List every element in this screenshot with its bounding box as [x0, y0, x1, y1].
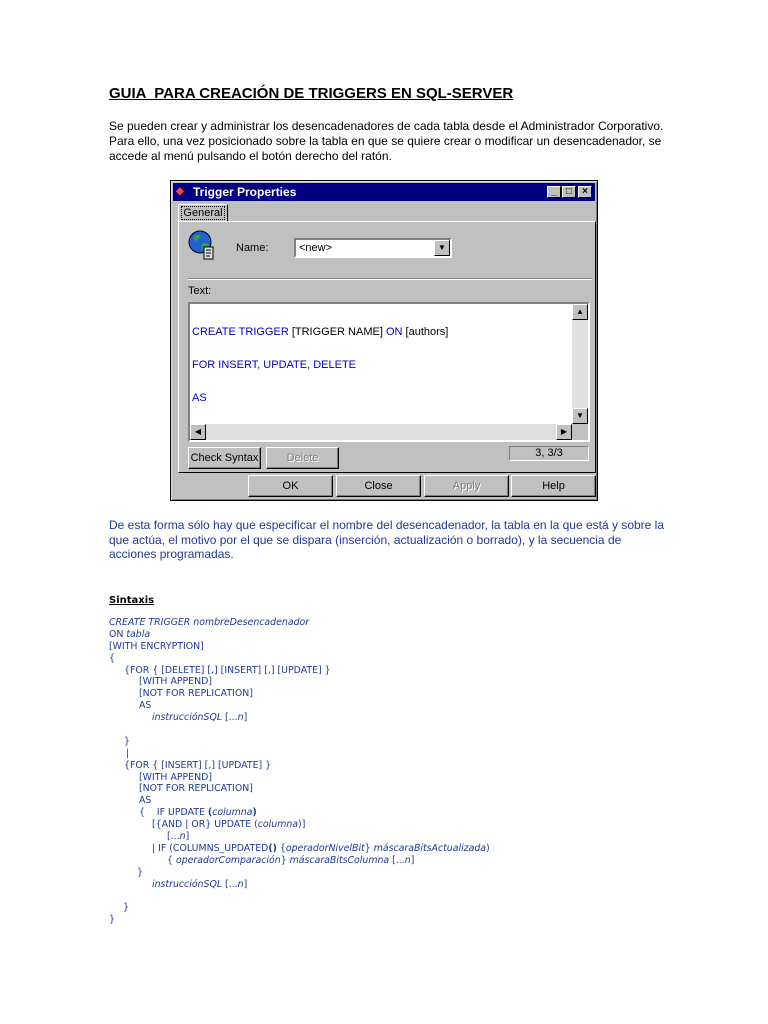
- editor-lines[interactable]: [192, 305, 448, 426]
- scroll-right-icon[interactable]: ▶: [556, 424, 572, 440]
- name-label: Name:: [236, 242, 269, 254]
- code-line: AS: [139, 795, 152, 807]
- close-button[interactable]: Close: [336, 475, 421, 497]
- trigger-text-editor[interactable]: [188, 302, 590, 442]
- chevron-down-icon[interactable]: ▼: [434, 240, 450, 256]
- code-line: {FOR { [DELETE] [,] [INSERT] [,] [UPDATE] }: [124, 664, 331, 676]
- apply-button[interactable]: Apply: [424, 475, 509, 497]
- scroll-left-icon[interactable]: ◀: [190, 424, 206, 440]
- trigger-properties-dialog: [170, 180, 598, 501]
- code-line: CREATE TRIGGER nombreDesencadenador: [109, 617, 310, 628]
- code-line: {FOR { [INSERT] [,] [UPDATE] }: [124, 759, 272, 771]
- text-label: Text:: [188, 285, 212, 297]
- code-line: | IF (COLUMNS_UPDATED() {operadorNivelBit} máscaraBitsActualizada): [152, 842, 490, 854]
- code-line: |: [126, 747, 130, 759]
- page-title: GUIA PARA CREACIÓN DE TRIGGERS EN SQL-SERVER: [109, 85, 514, 102]
- editor-line: AS: [192, 392, 207, 404]
- code-line: {: [109, 652, 115, 664]
- dialog-titlebar[interactable]: [173, 183, 595, 201]
- vertical-scrollbar[interactable]: [572, 304, 588, 424]
- maximize-button[interactable]: □: [562, 186, 576, 198]
- close-window-button[interactable]: ×: [578, 186, 592, 198]
- code-line: [NOT FOR REPLICATION]: [139, 688, 253, 700]
- code-line: { IF UPDATE (columna): [139, 807, 257, 819]
- dialog-title: Trigger Properties: [193, 185, 297, 199]
- scroll-down-icon[interactable]: ▼: [572, 408, 588, 424]
- tab-general[interactable]: [178, 204, 228, 222]
- code-line: instrucciónSQL [...n]: [152, 878, 248, 890]
- delete-button[interactable]: Delete: [266, 447, 339, 469]
- check-syntax-button[interactable]: Check Syntax: [188, 447, 261, 469]
- tab-general-label: General: [183, 207, 223, 219]
- description-paragraph: De esta forma sólo hay que especificar el nombre del desencadenador, la tabla en la que está y sobre la que actúa, el motivo por el que se dispara (inserción, actualización o borrado), y la secuencia de acciones programadas.: [109, 518, 665, 561]
- separator: [188, 278, 592, 280]
- help-button[interactable]: Help: [511, 475, 596, 497]
- code-line: [{AND | OR} UPDATE (columna)]: [152, 819, 306, 831]
- syntax-heading: Sintaxis: [109, 595, 155, 606]
- code-line: [WITH APPEND]: [139, 771, 212, 783]
- code-line: [NOT FOR REPLICATION]: [139, 783, 253, 795]
- ok-button[interactable]: OK: [248, 475, 333, 497]
- code-line: [109, 890, 490, 902]
- minimize-button[interactable]: _: [547, 186, 561, 198]
- code-line: [...n]: [167, 831, 190, 843]
- code-line: { operadorComparación} máscaraBitsColumna [...n]: [167, 854, 415, 866]
- scroll-up-icon[interactable]: ▲: [572, 304, 588, 320]
- horizontal-scrollbar[interactable]: [190, 424, 572, 440]
- intro-paragraph: Se pueden crear y administrar los desencadenadores de cada tabla desde el Administrador Corporativo. Para ello, una vez posicionado sobre la tabla en que se quiere crear o modificar un desencadenador, se accede al menú pulsando el botón derecho del ratón.: [109, 119, 664, 163]
- code-line: [WITH APPEND]: [139, 676, 212, 688]
- editor-line: CREATE TRIGGER [TRIGGER NAME] ON [authors]: [192, 326, 449, 338]
- code-line: }: [123, 902, 129, 914]
- code-line: ON tabla: [109, 628, 151, 640]
- code-line: AS: [139, 700, 152, 712]
- trigger-globe-icon: [187, 229, 217, 261]
- code-line: instrucciónSQL [...n]: [152, 712, 248, 724]
- code-line: }: [109, 914, 115, 926]
- app-icon: ◆: [176, 186, 184, 197]
- name-value: <new>: [299, 242, 333, 254]
- code-line: }: [124, 735, 130, 747]
- code-line: [WITH ENCRYPTION]: [109, 640, 204, 652]
- code-line: }: [137, 866, 143, 878]
- code-line: [109, 724, 490, 736]
- editor-line: FOR INSERT, UPDATE, DELETE: [192, 359, 357, 371]
- cursor-position: 3, 3/3: [509, 446, 589, 461]
- name-combobox[interactable]: [294, 238, 452, 258]
- syntax-block: [109, 617, 490, 926]
- scroll-corner: [572, 424, 588, 440]
